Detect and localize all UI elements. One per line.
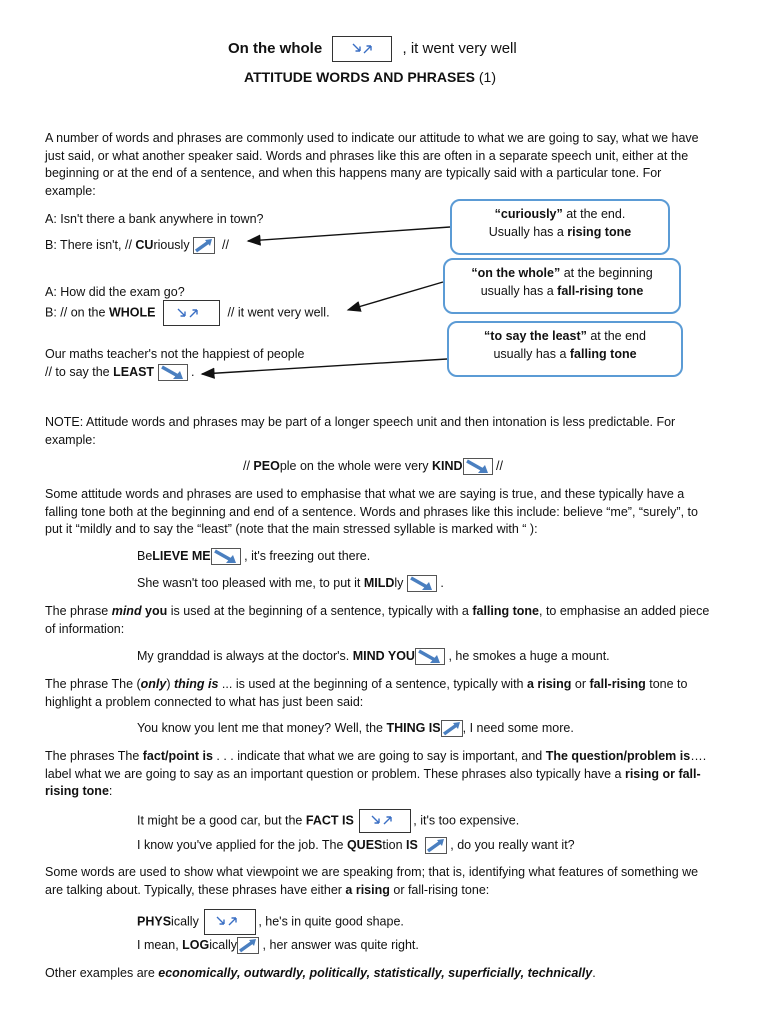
ex3-pre: // to say the [45,365,114,379]
paragraph-fact-is [45,748,715,801]
p5-b2: The question/problem is [545,749,691,763]
ex7-post: , I need some more. [462,721,574,735]
p3-t1: The phrase [45,604,112,618]
example-mildly [137,575,444,592]
note-stress2: KIND [432,459,463,473]
rising-arrow-icon [441,720,463,737]
p3-t2: you [141,604,168,618]
ex8-post: , it's too expensive. [413,813,520,828]
example-fact-is [137,809,519,833]
ex1-stress: CU [135,238,154,252]
callout2-q: “on the whole” [471,266,561,280]
ex10-stress: PHYS [137,914,172,929]
callout2-t2: usually has a [480,284,558,298]
ex9-rest: tion [382,838,407,852]
callout1-q: “curiously” [494,207,563,221]
paragraph-viewpoint [45,864,715,899]
p5-b1: fact/point is [142,749,213,763]
final-t2: . [592,966,596,980]
ex1-rest: riously [153,238,190,252]
callout3-t2: usually has a [493,347,570,361]
p3-t4: , to emphasise an added piece of information: [45,604,710,636]
ex10-post: , he's in quite good shape. [258,914,404,929]
note-paragraph: NOTE: Attitude words and phrases may be part of a longer speech unit and then intonation is less predictable. For example: [45,415,676,447]
p5-t2: . . . indicate that what we are going to say is important, and [212,749,546,763]
p4-b1: a rising [526,677,572,691]
example-thing-is [137,720,574,737]
rising-arrow-icon [425,837,447,854]
p3-t3: is used at the beginning of a sentence, typically with a [167,604,473,618]
ex9-stress2: IS [406,838,418,852]
ex5-stress: MILD [363,576,395,590]
callout3-t1: at the end [586,329,646,343]
falling-arrow-icon [415,648,445,665]
p3-em: mind [111,604,142,618]
ex1-end: // [222,238,229,252]
title-text: ATTITUDE WORDS AND PHRASES [244,69,475,85]
p4-t4: or [571,677,590,691]
p4-b2: fall-rising [589,677,646,691]
p6-t2: or fall-rising tone: [389,882,490,897]
ex5-rest: ly [394,576,404,590]
final-list: economically, outwardly, politically, statistically, superficially, technically [158,966,593,980]
connector-arrows [0,0,768,420]
ex11-stress: LOG [182,938,210,952]
p4-t3: ... is used at the beginning of a sentence, typically with [218,677,527,691]
rising-arrow-icon [237,937,259,954]
example-logically [137,937,419,954]
ex3-stress: LEAST [113,365,155,379]
example-mind-you [137,648,610,665]
ex8-stress: FACT IS [305,813,354,828]
falling-arrow-icon [211,548,241,565]
ex4-post: , it's freezing out there. [244,549,371,563]
example1-a: A: Isn't there a bank anywhere in town? [45,212,264,226]
p6-t1: Some words are used to show what viewpoint we are speaking from; that is, identifying what features of something we are talking about. Typically, these phrases have either [45,865,699,897]
ex3-post: . [191,365,195,379]
note-stress1: PEO [253,459,280,473]
ex6-pre: My granddad is always at the doctor's. [137,649,353,663]
callout1-tone: rising tone [567,225,632,239]
ex6-post: , he smokes a huge a mount. [448,649,610,663]
title-num: (1) [478,69,497,85]
fall-rise-arrow-icon [205,910,255,934]
p6-b1: a rising [345,882,390,897]
header-post: , it went very well [402,39,517,57]
connector-arrow-2 [348,282,443,310]
ex1-pre: B: There isn't, // [45,238,136,252]
callout2-tone: fall-rising tone [557,284,644,298]
callout2-t1: at the beginning [560,266,653,280]
ex2-post: // it went very well. [227,305,330,320]
callout3-q: “to say the least” [484,329,587,343]
ex2-stress: WHOLE [108,305,156,320]
ex11-pre: I mean, [137,938,183,952]
final-t1: Other examples are [45,966,159,980]
example-physically [137,909,404,935]
intro-paragraph: A number of words and phrases are commonly used to indicate our attitude to what we are going to say, what we have just said, or what another speaker said. Words and phrases like this are often in a separate speech unit, either at the beginning or at the end of a sentence, and when this happens many are typically said with a particular tone. For example: [45,131,699,198]
ex5-post: . [440,576,444,590]
ex10-rest: ically [171,914,199,929]
p5-t3: …. label what we are going to say as an important question or problem. These phrases also typically have a [45,749,707,781]
note-end: // [496,459,503,473]
p4-t2: ) [166,677,174,691]
p5-b3: rising or fall-rising tone [45,766,701,799]
p4-t5: tone to highlight a problem connected to what has just been said: [45,677,688,709]
p5-t4: : [108,784,113,799]
paragraph-thing-is [45,676,715,711]
ex9-pre: I know you've applied for the job. The [137,838,347,852]
final-line [45,965,596,981]
fall-rise-box [359,809,411,833]
ex4-stress: LIEVE ME [152,549,211,563]
paragraph-mind-you [45,603,715,638]
falling-arrow-icon [463,458,493,475]
connector-arrow-3 [202,359,447,374]
example-question-is [137,837,575,854]
ex7-stress: THING IS [386,721,441,735]
ex11-rest: ically [209,938,238,952]
ex9-stress: QUES [346,838,383,852]
paragraph-emphasis: Some attitude words and phrases are used to emphasise that what we are saying is true, and these typically have a falling tone both at the beginning and end of a sentence. Words and phrases like this include: believe “me”, “surely”, to put it “mildly and to say the “least” (note that the main stressed syllable is marked with “ ): [45,487,698,537]
fall-rise-box [204,909,256,935]
ex6-stress: MIND YOU [352,649,415,663]
ex4-pre: Be [137,549,153,563]
note-mid: ple on the whole were very [279,459,432,473]
p4-em1: only [140,677,167,691]
callout3-tone: falling tone [569,347,637,361]
example-believe-me [137,548,370,565]
ex9-post: , do you really want it? [450,838,575,852]
example3-a: Our maths teacher's not the happiest of people [45,347,305,361]
note-pre: // [243,459,254,473]
p4-t1: The phrase The ( [45,677,141,691]
ex5-pre: She wasn't too pleased with me, to put it [137,576,364,590]
connector-arrow-1 [248,227,450,241]
p4-em2: thing is [174,677,219,691]
example2-a: A: How did the exam go? [45,285,185,299]
ex2-pre: B: // on the [45,305,109,320]
ex8-pre: It might be a good car, but the [137,813,306,828]
falling-arrow-icon [407,575,437,592]
note-example [243,458,503,475]
ex7-pre: You know you lent me that money? Well, the [137,721,387,735]
callout1-t1: at the end. [562,207,626,221]
callout1-t2: Usually has a [488,225,568,239]
header-pre: On the whole [228,39,323,57]
p3-tone: falling tone [472,604,540,618]
p5-t1: The phrases The [45,749,143,763]
ex11-post: , her answer was quite right. [262,938,419,952]
fall-rise-arrow-icon [360,810,410,832]
